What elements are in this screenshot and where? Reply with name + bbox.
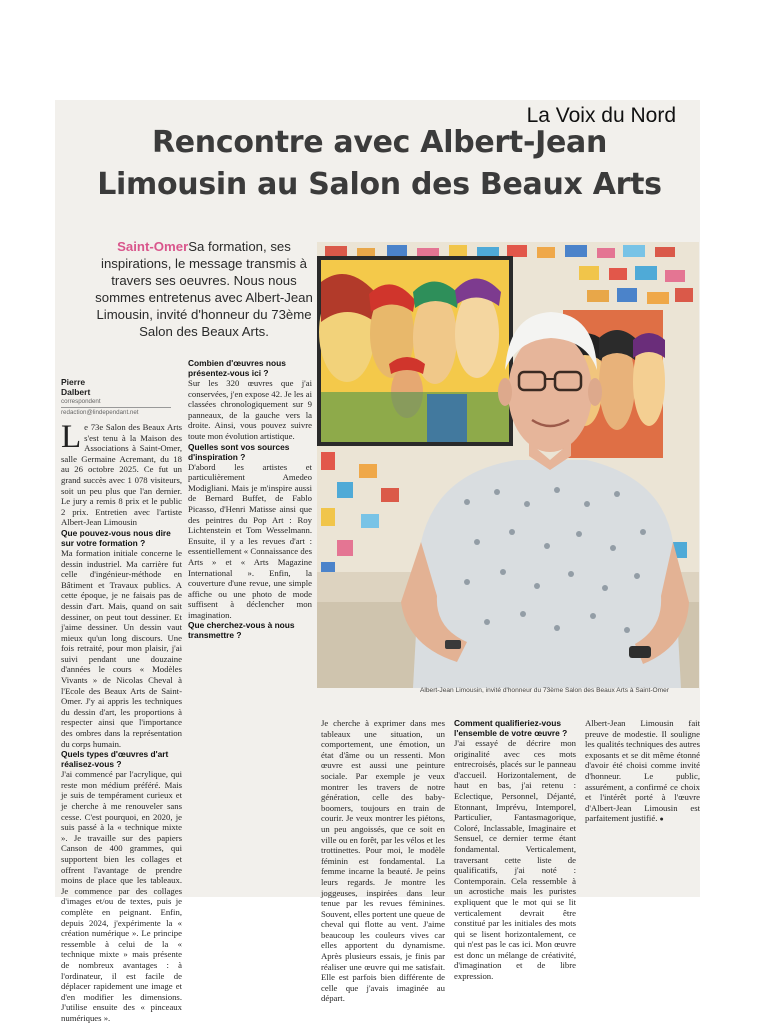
question-qualify: Comment qualifieriez-vous l'ensemble de votre œuvre ? xyxy=(454,718,568,738)
article-column-4 xyxy=(454,718,576,982)
author-last-name: Dalbert xyxy=(61,387,91,397)
answer-message: Je cherche à exprimer dans mes tableaux une situation, un comportement, une émotion, un état d'âme ou un ressenti. Mon œuvre est aussi une peinture sociale. Par exemple je veux montrer les travers de notre génération, celle des baby-boomers, toujours en train de courir. Je veux montrer les piétons, un peu angoissés, que ce soit en ville ou en forêt, par les vélos et les trottinettes. Pour moi, le modèle féminin est fondamental. La femme incarne la beauté. Je peins leurs regards. Je montre les joggeuses, inspirées dans leur tenue par les revues féminines. Souvent, elles portent une queue de cheval qui flotte au vent. J'aime beaucoup les couleurs vives car elles apportent du dynamisme. Après plusieurs essais, je finis par réaliser une œuvre qui me satisfait. Elle est parfois bien différente de celle que j'avais imaginée au départ. xyxy=(321,718,445,1004)
lede-text: Sa formation, ses inspirations, le message transmis à travers ses oeuvres. Nous nous sommes entretenus avec Albert-Jean Limousin, invité d'honneur du 73ème Salon des Beaux Arts. xyxy=(95,239,313,339)
article-column-5 xyxy=(585,718,700,898)
drop-cap: L xyxy=(61,419,82,455)
answer-qualify: J'ai essayé de décrire mon originalité avec ces mots entrecroisés, placés sur le panneau d'accueil. Horizontalement, de haut en bas, j'ai retenu : Eclectique, Personnel, Déjanté, Etonnant, Imprévu, Intemporel, Particulier, Fantasmagorique, Coloré, Inclassable, Imaginaire et Sensuel, ce dernier terme étant fondamental. Verticalement, traversant cette liste de qualificatifs, j'ai noté : Contemporain. Cela ressemble à un acrostiche mais les puristes expliquent que le mot qui se lit verticalement devrait être constitué par les initiales des mots qui se lisent horizontalement, ce qui n'est pas le cas ici. Mon œuvre est donc un mélange de créativité, d'imagination et de libre expression. xyxy=(454,738,576,982)
photo-caption: Albert-Jean Limousin, invité d'honneur du 73ème Salon des Beaux Arts à Saint-Omer xyxy=(420,687,670,694)
article-headline xyxy=(67,122,692,206)
question-count: Combien d'œuvres nous présentez-vous ici ? xyxy=(188,358,286,378)
article-lede xyxy=(89,238,319,340)
author-first-name: Pierre xyxy=(61,377,86,387)
answer-inspiration: D'abord les artistes et particulièrement Amedeo Modigliani. Mais je m'inspire aussi de Bernard Buffet, de Fablo Picasso, d'Henri Matisse ainsi que des peintres du Pop Art : Roy Lichtenstein et Tom Wesselmann. Ensuite, il y a les revues d'art : essentiellement « Connaissance des Arts » et « Arts Magazine International ». Enfin, la couverture d'une revue, une simple affiche ou une photo de mode suffisent à déclencher mon imagination. xyxy=(188,461,312,620)
question-formation: Que pouvez-vous nous dire sur votre formation ? xyxy=(61,527,171,548)
headline-line-1: Rencontre avec Albert-Jean xyxy=(151,125,608,160)
question-inspiration: Quelles sont vos sources d'inspiration ? xyxy=(188,441,290,462)
lede-place: Saint-Omer xyxy=(117,239,189,254)
article-intro: e 73e Salon des Beaux Arts s'est tenu à la Maison des Associations à Saint-Omer, salle Germaine Acremant, du 18 au 26 octobre 2025. Ce fut un grand succès avec 1 078 visiteurs, soit un peu plus que l'an dernier. Le jury a remis 8 prix et le public 2 prix. Entretien avec l'artiste Albert-Jean Limousin xyxy=(61,422,182,528)
question-message: Que cherchez-vous à nous transmettre ? xyxy=(188,620,295,641)
answer-count: Sur les 320 œuvres que j'ai conservées, j'en expose 42. Je les ai classées chronologiquement sur 9 panneaux, de la gauche vers la droite. Ainsi, vous pouvez suivre toute mon évolution artistique. xyxy=(188,378,312,441)
author-email: redaction@lindependant.net xyxy=(61,407,171,416)
newspaper-masthead: La Voix du Nord xyxy=(526,104,676,127)
article-photo xyxy=(317,242,699,688)
headline-line-2: Limousin au Salon des Beaux Arts xyxy=(97,167,662,202)
answer-formation: Ma formation initiale concerne le dessin industriel. Ma carrière fut celle d'ingénieur-méthode en Bâtiment et Travaux publics. A cette époque, je ne faisais pas de dessin d'art. Mais, quand on sait dessiner, on peut tout dessiner. Et j'aime dessiner. Un dessin vaut mieux qu'un long discours. Une fois retraité, pour mon plaisir, j'ai suivi pendant une douzaine d'années le cours « Modèles Vivants » de Nicolas Cheval à l'Ecole des Beaux Arts de Saint-Omer. J'y ai appris les techniques du dessin d'art, les proportions à respecter ainsi que l'importance des ombres dans la représentation du corps humain. xyxy=(61,547,182,749)
end-mark: ● xyxy=(659,815,664,824)
article-column-1 xyxy=(61,419,182,1023)
newspaper-clipping xyxy=(55,100,700,1023)
artist-with-paintings-illustration xyxy=(317,242,699,688)
article-column-3 xyxy=(321,718,445,1004)
author-role: correspondent xyxy=(61,398,101,405)
article-closing: Albert-Jean Limousin fait preuve de modestie. Il souligne les qualités techniques des autres exposants et se dit même étonné d'avoir été choisi comme invité d'honneur. Le public, assurément, a confirmé ce choix et l'intérêt porté à l'œuvre d'Albert-Jean Limousin est parfaitement justifié. xyxy=(585,718,700,824)
article-column-2 xyxy=(188,358,312,896)
article-byline xyxy=(61,377,171,416)
answer-works: J'ai commencé par l'acrylique, qui reste mon médium préféré. Mais je suis de tempérament curieux et je cherche à me renouveler sans cesse. C'est pourquoi, en 2020, je suis passé à la « technique mixte ». Je travaille sur des papiers Canson de 400 grammes, qui supportent bien les collages et offrent l'avantage de prendre moins de place que les tableaux. Je commence par des collages d'images et/ou de textes, puis je complète en peignant. Enfin, depuis 2024, j'expérimente la « création numérique ». Le principe ressemble à celui de la « technique mixte » mais présente de nombreux avantages : à l'ordinateur, il est facile de déplacer rapidement une image et d'en modifier les dimensions. J'utilise ensuite des « pinceaux numériques ». xyxy=(61,769,182,1023)
question-works: Quels types d'œuvres d'art réalisez-vous ? xyxy=(61,749,169,770)
